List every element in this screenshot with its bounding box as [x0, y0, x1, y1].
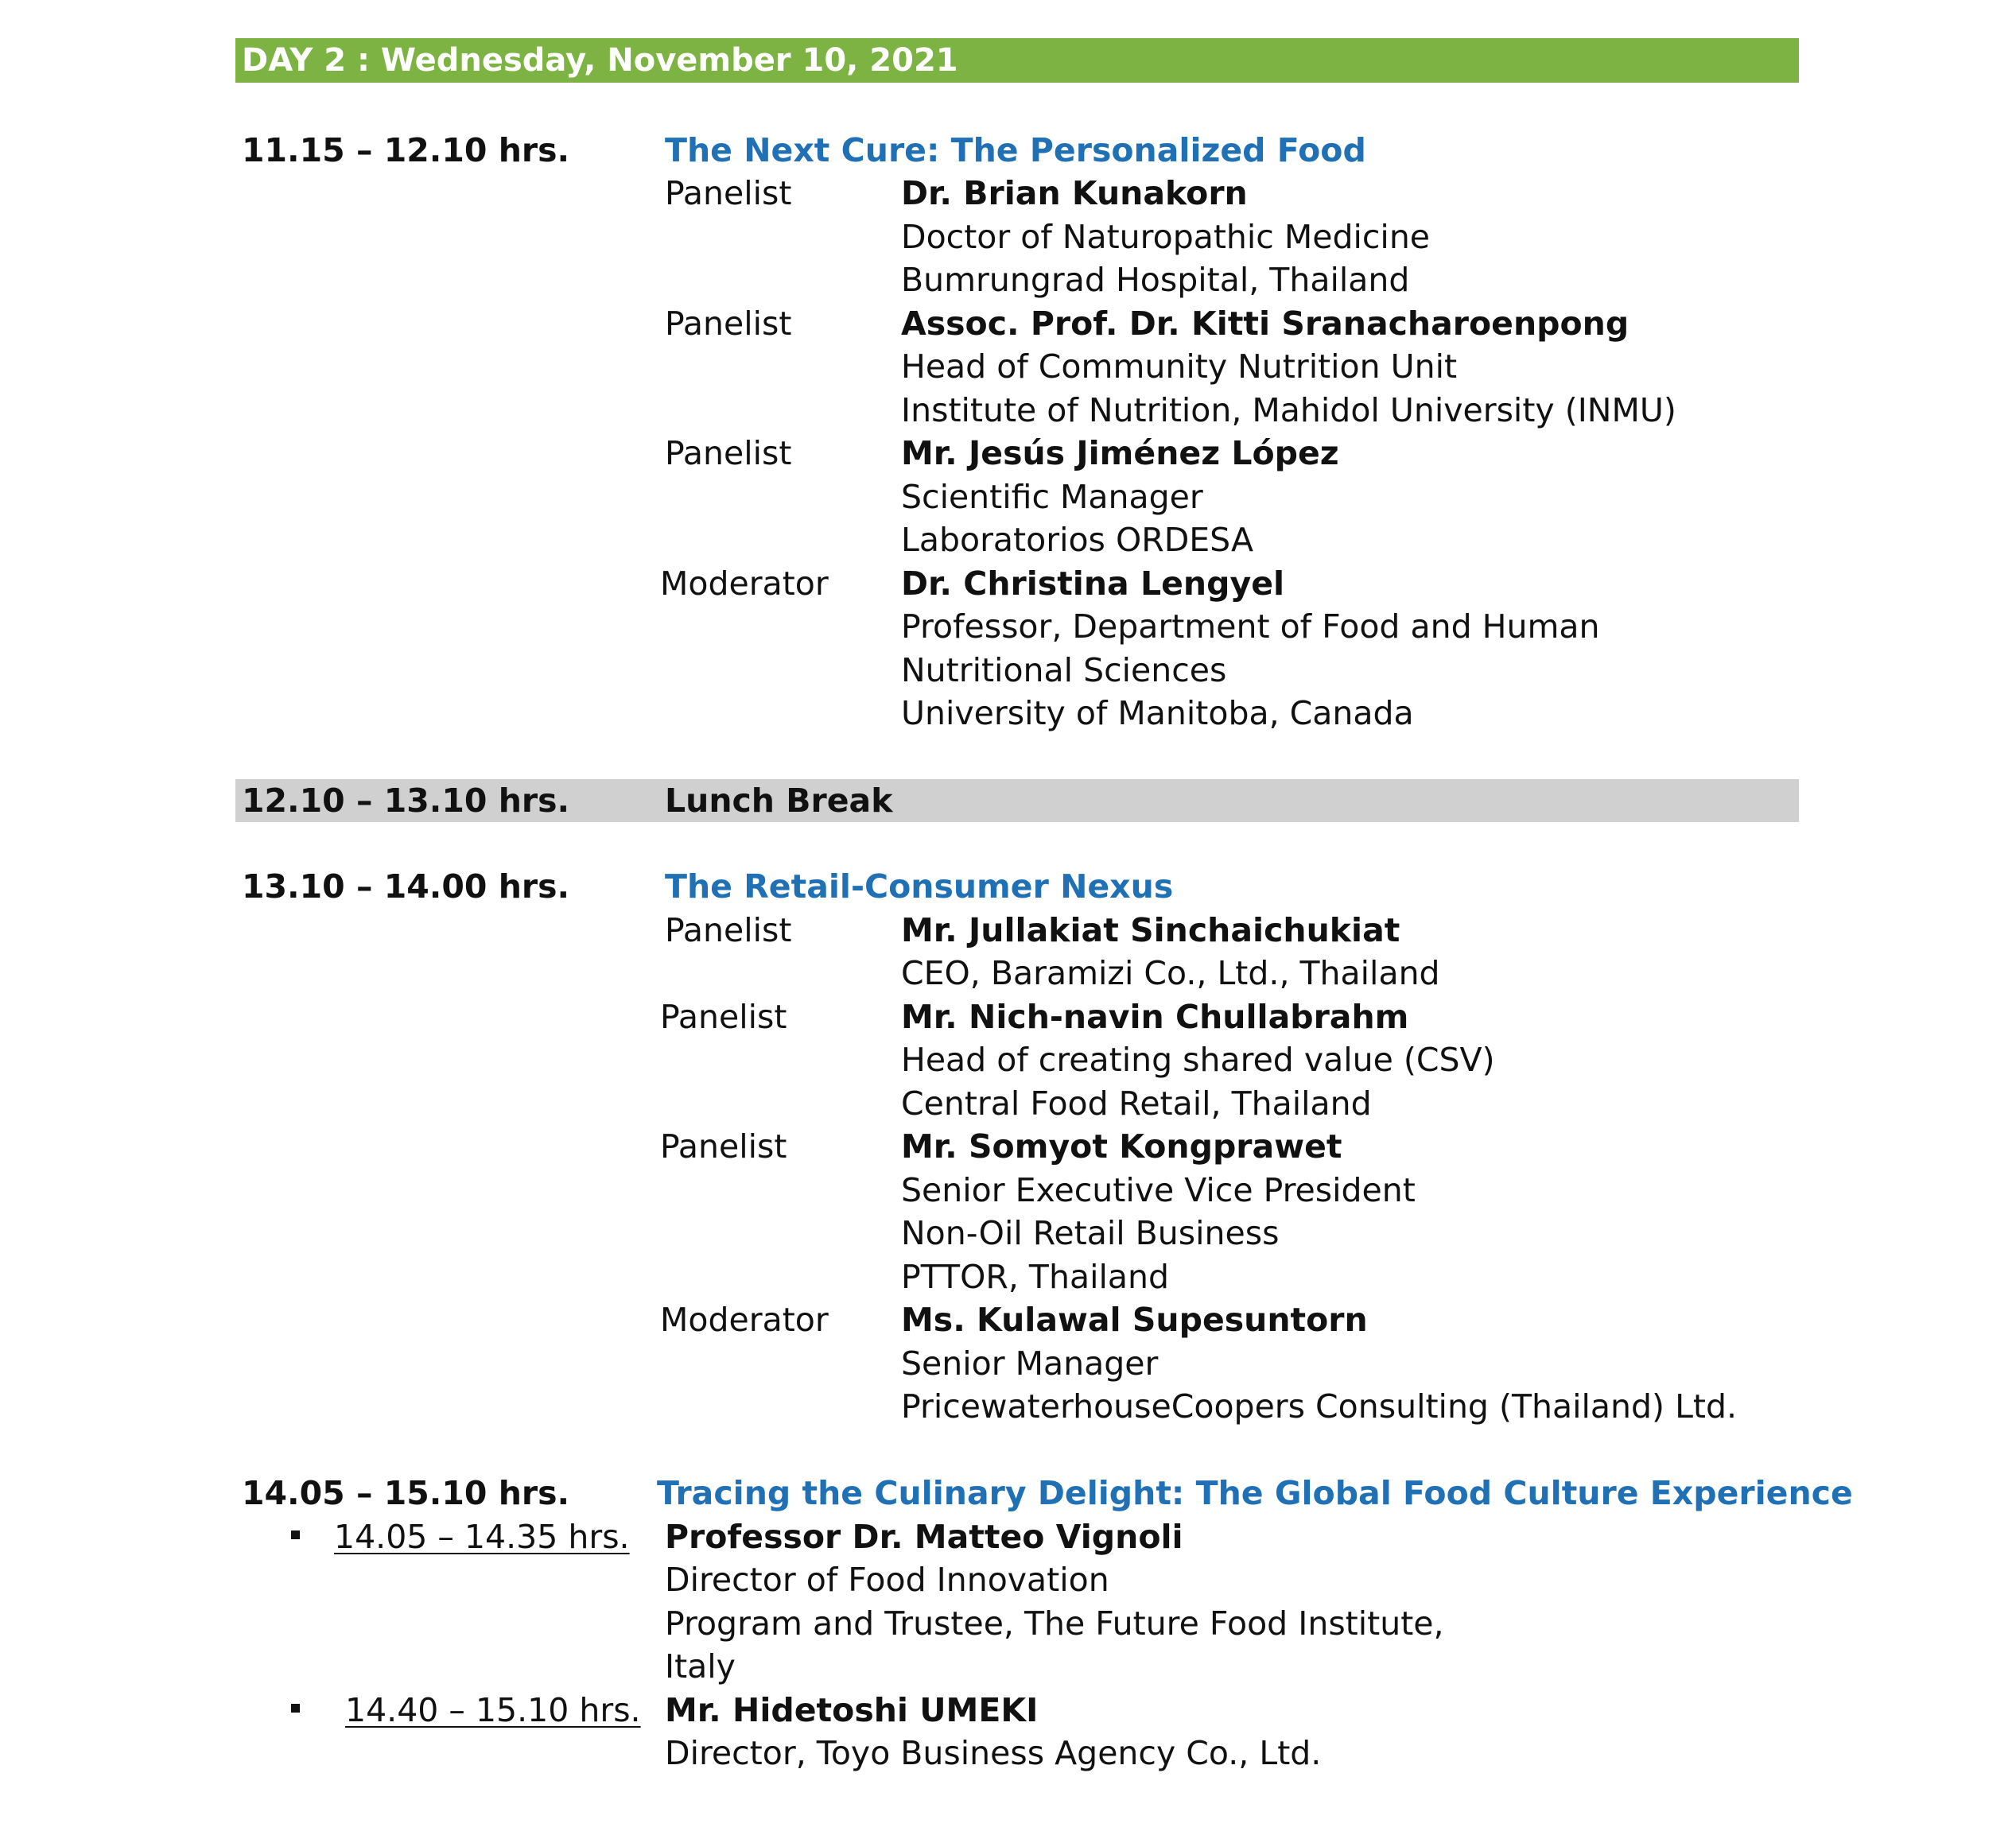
speaker-detail: Program and Trustee, The Future Food Institute,: [665, 1604, 1444, 1643]
session-title: The Next Cure: The Personalized Food: [665, 131, 1366, 169]
speaker-name: Mr. Jesús Jiménez López: [901, 434, 1339, 472]
speaker-detail: Senior Manager: [901, 1344, 1159, 1383]
bullet-icon: [291, 1704, 300, 1713]
bullet-icon: [291, 1530, 300, 1539]
lunch-break-label: Lunch Break: [665, 782, 893, 820]
speaker-detail: Director, Toyo Business Agency Co., Ltd.: [665, 1734, 1322, 1772]
speaker-role: Panelist: [665, 305, 792, 343]
speaker-detail: Institute of Nutrition, Mahidol University (INMU): [901, 391, 1676, 429]
speaker-detail: Head of Community Nutrition Unit: [901, 347, 1458, 386]
speaker-detail: Professor, Department of Food and Human: [901, 607, 1600, 646]
speaker-detail: Italy: [665, 1647, 736, 1686]
speaker-name: Dr. Brian Kunakorn: [901, 174, 1248, 212]
session-time: 14.05 – 15.10 hrs.: [242, 1474, 570, 1512]
speaker-detail: Central Food Retail, Thailand: [901, 1084, 1372, 1123]
speaker-detail: PricewaterhouseCoopers Consulting (Thailand) Ltd.: [901, 1387, 1738, 1426]
speaker-detail: Bumrungrad Hospital, Thailand: [901, 261, 1410, 299]
speaker-name: Mr. Somyot Kongprawet: [901, 1127, 1342, 1166]
speaker-name: Ms. Kulawal Supesuntorn: [901, 1301, 1368, 1339]
subsession-time: 14.40 – 15.10 hrs.: [345, 1691, 641, 1729]
speaker-name: Professor Dr. Matteo Vignoli: [665, 1518, 1183, 1556]
speaker-role: Panelist: [665, 434, 792, 472]
speaker-detail: CEO, Baramizi Co., Ltd., Thailand: [901, 954, 1440, 992]
speaker-name: Dr. Christina Lengyel: [901, 564, 1285, 603]
speaker-role: Panelist: [665, 174, 792, 212]
speaker-role: Panelist: [665, 911, 792, 949]
session-time: 13.10 – 14.00 hrs.: [242, 867, 570, 906]
speaker-detail: PTTOR, Thailand: [901, 1258, 1169, 1296]
day-header: DAY 2 : Wednesday, November 10, 2021: [242, 42, 958, 79]
speaker-detail: Non-Oil Retail Business: [901, 1214, 1280, 1252]
speaker-detail: Senior Executive Vice President: [901, 1171, 1416, 1209]
session-time: 11.15 – 12.10 hrs.: [242, 131, 570, 169]
speaker-detail: Head of creating shared value (CSV): [901, 1041, 1495, 1079]
speaker-detail: Director of Food Innovation: [665, 1561, 1109, 1599]
speaker-name: Assoc. Prof. Dr. Kitti Sranacharoenpong: [901, 305, 1630, 343]
speaker-name: Mr. Jullakiat Sinchaichukiat: [901, 911, 1400, 949]
speaker-role: Panelist: [660, 998, 787, 1036]
speaker-detail: Doctor of Naturopathic Medicine: [901, 218, 1431, 256]
speaker-name: Mr. Hidetoshi UMEKI: [665, 1691, 1039, 1729]
speaker-role: Panelist: [660, 1127, 787, 1166]
session-title: The Retail-Consumer Nexus: [665, 867, 1174, 906]
speaker-role: Moderator: [660, 1301, 829, 1339]
speaker-detail: Scientific Manager: [901, 478, 1203, 516]
speaker-detail: Laboratorios ORDESA: [901, 521, 1254, 559]
speaker-name: Mr. Nich-navin Chullabrahm: [901, 998, 1409, 1036]
speaker-detail: University of Manitoba, Canada: [901, 694, 1414, 732]
subsession-time: 14.05 – 14.35 hrs.: [334, 1518, 630, 1556]
session-title: Tracing the Culinary Delight: The Global Food Culture Experience: [657, 1474, 1853, 1512]
speaker-detail: Nutritional Sciences: [901, 651, 1227, 689]
speaker-role: Moderator: [660, 564, 829, 603]
session-time: 12.10 – 13.10 hrs.: [242, 782, 570, 820]
